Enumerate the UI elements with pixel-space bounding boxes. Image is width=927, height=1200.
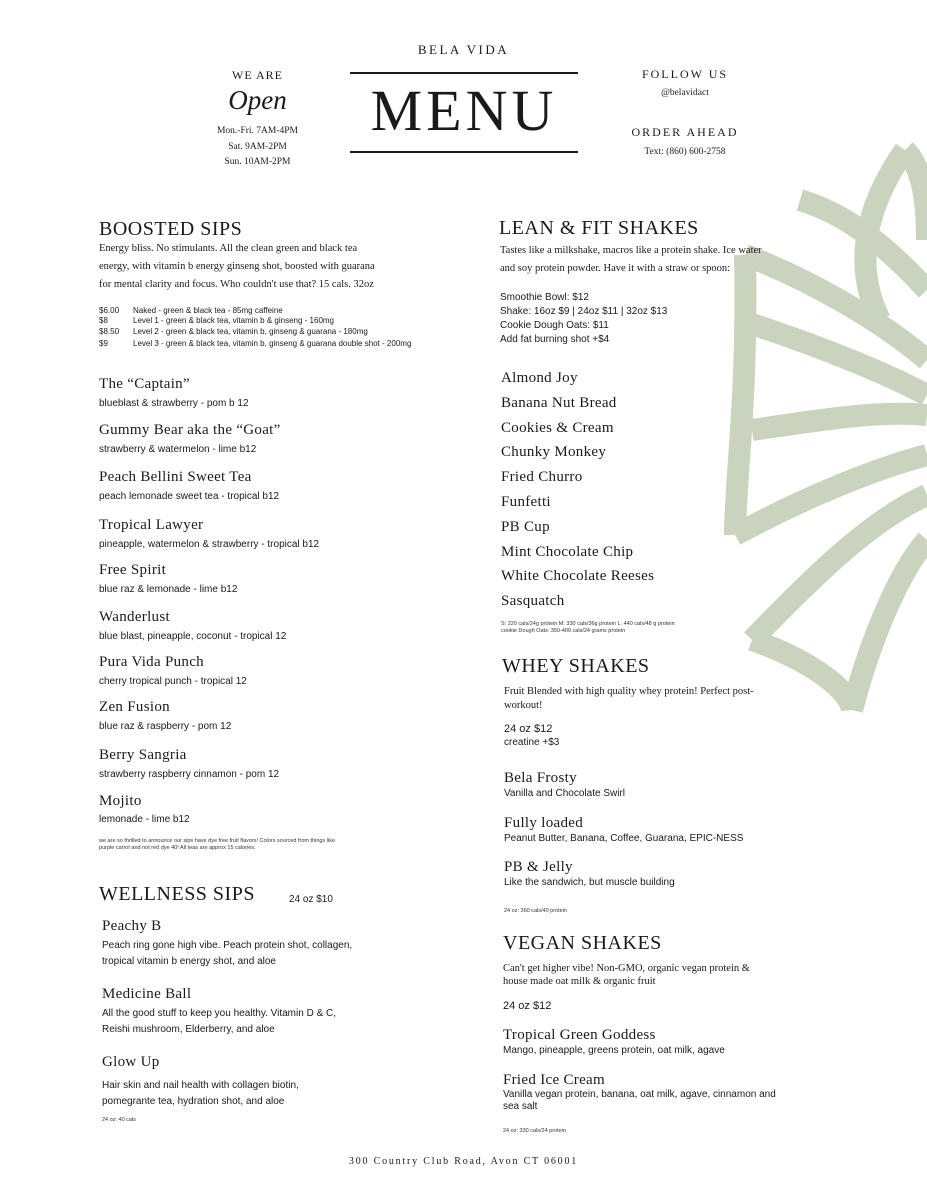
vegan-item [503, 1026, 725, 1058]
item-desc: sea salt [503, 1101, 538, 1112]
whey-price-line: 24 oz $12 [504, 723, 553, 735]
item-desc: Vanilla and Chocolate Swirl [504, 788, 625, 799]
boosted-item [99, 653, 247, 689]
lean-price-line: Cookie Dough Oats: $11 [500, 320, 609, 331]
level-price: $8 [99, 316, 108, 325]
item-desc: blue raz & lemonade - lime b12 [99, 584, 238, 595]
level-price: $8.50 [99, 327, 120, 336]
address-footer: 300 Country Club Road, Avon CT 06001 [348, 1156, 579, 1167]
item-name: Tropical Green Goddess [503, 1027, 656, 1043]
boosted-desc-line: energy, with vitamin b energy ginseng shot, boosted with guarana [99, 261, 375, 272]
shake-item: Almond Joy [501, 370, 578, 386]
lean-footnote: S: 220 cals/24g protein M: 330 cals/36g protein L: 440 cals/48 g protein [501, 621, 675, 627]
vegan-price: 24 oz $12 [503, 1000, 552, 1012]
lean-price-line: Shake: 16oz $9 | 24oz $11 | 32oz $13 [500, 306, 668, 317]
item-desc: blue blast, pineapple, coconut - tropical 12 [99, 631, 287, 642]
whey-item [504, 769, 625, 801]
vegan-item [503, 1071, 776, 1113]
item-desc: peach lemonade sweet tea - tropical b12 [99, 491, 280, 502]
level-price: $6.00 [99, 306, 120, 315]
level-price: $9 [99, 339, 108, 348]
item-name: Peach Bellini Sweet Tea [99, 469, 252, 485]
item-desc: pineapple, watermelon & strawberry - tropical b12 [99, 539, 320, 550]
wellness-sips-title: WELLNESS SIPS [99, 883, 255, 905]
item-name: Zen Fusion [99, 699, 170, 715]
lean-price-line: Smoothie Bowl: $12 [500, 292, 589, 303]
instagram-handle[interactable]: @belavidact [661, 88, 709, 98]
item-name: Pura Vida Punch [99, 654, 204, 670]
wellness-item-name: Glow Up [102, 1054, 160, 1070]
menu-top-rule [350, 72, 578, 74]
wellness-footnote: 24 oz: 40 cals [102, 1117, 136, 1123]
level-row [99, 316, 334, 325]
hours-weekday: Mon.-Fri. 7AM-4PM [216, 126, 299, 136]
item-name: Berry Sangria [99, 747, 187, 763]
vegan-desc-line: house made oat milk & organic fruit [503, 976, 656, 987]
boosted-item [99, 608, 286, 644]
level-row [99, 306, 283, 315]
shake-item: Mint Chocolate Chip [501, 543, 634, 560]
we-are-label: WE ARE [232, 68, 283, 82]
boosted-sips-title: BOOSTED SIPS [99, 218, 243, 240]
boosted-item [99, 698, 231, 734]
level-text: Naked - green & black tea - 85mg caffeine [133, 306, 283, 315]
order-ahead-label: ORDER AHEAD [631, 125, 739, 139]
wellness-item-name: Medicine Ball [102, 986, 192, 1002]
item-desc: Peanut Butter, Banana, Coffee, Guarana, EPIC-NESS [504, 833, 744, 844]
shake-item: White Chocolate Reeses [501, 568, 655, 585]
boosted-item [99, 792, 190, 827]
open-sign: Open [228, 85, 287, 115]
vegan-shakes-title: VEGAN SHAKES [503, 932, 662, 954]
item-name: PB & Jelly [504, 859, 573, 875]
item-desc: cherry tropical punch - tropical 12 [99, 676, 247, 687]
item-desc: blue raz & raspberry - pom 12 [99, 721, 232, 732]
whey-shakes-title: WHEY SHAKES [502, 655, 650, 677]
vegan-desc-line: Can't get higher vibe! Non-GMO, organic vegan protein & [503, 963, 750, 974]
wellness-price: 24 oz $10 [289, 894, 333, 905]
item-desc: Like the sandwich, but muscle building [504, 877, 675, 888]
whey-footnote: 24 oz: 360 cals/40 protein [504, 908, 567, 914]
whey-desc-line: Fruit Blended with high quality whey protein! Perfect post- [504, 686, 754, 697]
boosted-item [99, 561, 237, 597]
whey-item [504, 814, 743, 846]
wellness-item-desc: All the good stuff to keep you healthy. Vitamin D & C, [102, 1008, 337, 1019]
menu-title: MENU [370, 78, 558, 143]
whey-desc-line: workout! [504, 700, 543, 711]
boosted-item [99, 375, 249, 411]
item-name: Wanderlust [99, 609, 170, 625]
hours-sunday: Sun. 10AM-2PM [224, 157, 291, 167]
item-name: Tropical Lawyer [99, 517, 204, 533]
item-name: The “Captain” [99, 376, 190, 392]
shake-item: PB Cup [501, 518, 550, 535]
shake-item: Cookies & Cream [501, 419, 614, 436]
item-name: Fried Ice Cream [503, 1072, 605, 1088]
wellness-item-desc: Reishi mushroom, Elderberry, and aloe [102, 1024, 275, 1035]
wellness-item-name: Peachy B [102, 918, 162, 934]
lean-shake-list [501, 366, 654, 614]
boosted-item [99, 746, 279, 782]
boosted-item [99, 516, 319, 552]
shake-item: Banana Nut Bread [501, 394, 617, 411]
item-desc: lemonade - lime b12 [99, 814, 190, 825]
item-desc: strawberry & watermelon - lime b12 [99, 444, 257, 455]
item-desc: strawberry raspberry cinnamon - pom 12 [99, 769, 280, 780]
shake-item: Fried Churro [501, 469, 583, 486]
hours-saturday: Sat. 9AM-2PM [228, 142, 287, 152]
wellness-item-desc: pomegrante tea, hydration shot, and aloe [102, 1096, 285, 1107]
item-name: Free Spirit [99, 562, 167, 578]
level-row [99, 327, 368, 336]
order-phone[interactable]: Text: (860) 600-2758 [644, 147, 726, 157]
whey-item [504, 858, 675, 890]
wellness-item-desc: Hair skin and nail health with collagen biotin, [102, 1080, 299, 1091]
boosted-footnote: we are so thrilled to announce our sips have dye free fruit flavors! Colors sourced from things like [99, 838, 336, 844]
wellness-item-desc: Peach ring gone high vibe. Peach protein shot, collagen, [102, 940, 353, 951]
item-name: Mojito [99, 793, 142, 809]
level-text: Level 3 - green & black tea, vitamin b, ginseng & guarana double shot - 200mg [133, 339, 412, 348]
level-text: Level 1 - green & black tea, vitamin b & ginseng - 160mg [133, 316, 334, 325]
whey-price-line: creatine +$3 [504, 737, 560, 748]
menu-bottom-rule [350, 151, 578, 153]
item-desc: blueblast & strawberry - pom b 12 [99, 398, 249, 409]
boosted-item [99, 468, 279, 504]
item-name: Gummy Bear aka the “Goat” [99, 422, 281, 438]
boosted-desc-line: Energy bliss. No stimulants. All the clean green and black tea [99, 243, 358, 254]
vegan-footnote: 24 oz: 330 cals/24 protein [503, 1128, 566, 1134]
item-desc: Mango, pineapple, greens protein, oat milk, agave [503, 1045, 725, 1056]
level-text: Level 2 - green & black tea, vitamin b, ginseng & guarana - 180mg [133, 327, 368, 336]
lean-fit-title: LEAN & FIT SHAKES [499, 217, 699, 239]
boosted-item [99, 421, 281, 457]
lean-desc-line: Tastes like a milkshake, macros like a protein shake. Ice water [500, 245, 762, 256]
lean-price-line: Add fat burning shot +$4 [500, 334, 610, 345]
item-name: Fully loaded [504, 815, 584, 831]
brand-name: BELA VIDA [417, 42, 510, 57]
boosted-desc-line: for mental clarity and focus. Who couldn't use that? 15 cals. 32oz [99, 279, 374, 290]
shake-item: Sasquatch [501, 593, 565, 610]
item-desc: Vanilla vegan protein, banana, oat milk, agave, cinnamon and [503, 1089, 776, 1100]
follow-us-label: FOLLOW US [641, 67, 729, 81]
shake-item: Chunky Monkey [501, 444, 607, 461]
item-name: Bela Frosty [504, 770, 577, 786]
wellness-item-desc: tropical vitamin b energy shot, and aloe [102, 956, 276, 967]
lean-desc-line: and soy protein powder. Have it with a straw or spoon: [500, 263, 731, 274]
lean-footnote: cookie Dough Oats: 350-400 cals/24 grams protein [501, 628, 626, 634]
boosted-footnote: purple carrot and not red dye 40! All teas are approx 15 calories. [99, 845, 256, 851]
shake-item: Funfetti [501, 493, 551, 510]
level-row [99, 339, 411, 348]
